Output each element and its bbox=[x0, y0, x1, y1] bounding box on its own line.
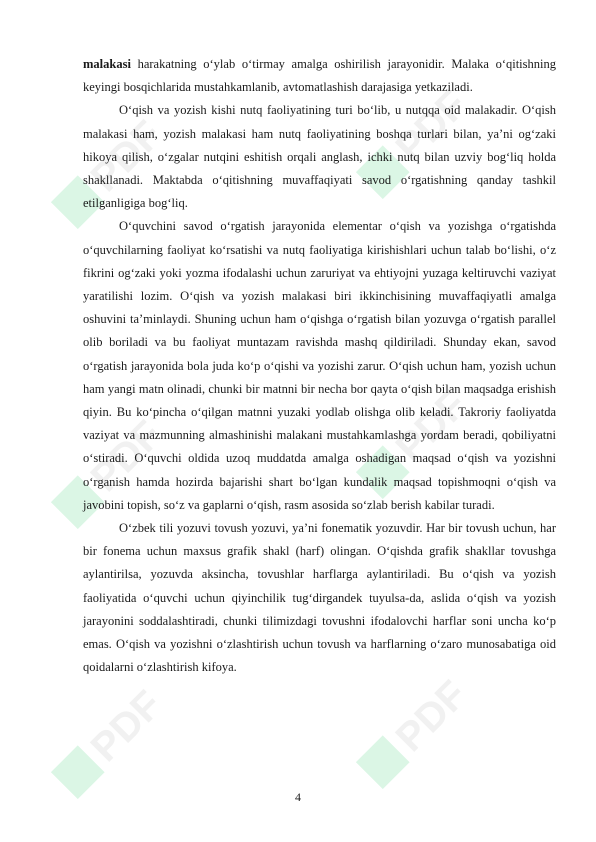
svg-text:PDF: PDF bbox=[82, 112, 171, 201]
body-text bbox=[83, 53, 556, 679]
bold-term: malakasi bbox=[83, 57, 131, 71]
svg-text:PDF: PDF bbox=[82, 682, 171, 771]
paragraph: O‘quvchini savod o‘rgatish jarayonida elementar o‘qish va yozishga o‘rgatishda o‘quvchilarning faoliyat ko‘rsatishi va nutq faoliyatiga kirishishlari uchun talab bo‘lishi, o‘z fikrini og‘zaki yoki yozma ifodalashi uchun zaruriyat va ehtiyojni yuzaga keltiruvchi vaziyat yaratilishi lozim. O‘qish va yozish malakasi biri ikkinchisining muvaffaqiyatli amalga oshuvini ta’minlaydi. Shuning uchun ham o‘qishga o‘rgatish bilan yozuvga o‘rgatish parallel olib boriladi va bu faoliyat muntazam ravishda mashq qildiriladi. Shunday ekan, savod o‘rgatish jarayonida bola juda ko‘p o‘qishi va yozishi zarur. O‘qish uchun ham, yozish uchun ham yangi matn olinadi, chunki bir matnni bir necha bor qayta o‘qish bilan maqsadga erishish qiyin. Bu ko‘pincha o‘qilgan matnni yuzaki yodlab olishga olib keladi. Takroriy faoliyatda vaziyat va mazmunning almashinishi malakani mustahkamlashga yordam beradi, qobiliyatni o‘stiradi. O‘quvchi oldida uzoq muddatda amalga oshadigan maqsad o‘qish va yozishni o‘rganish hamda hozirda bajarishi shart bo‘lgan kundalik maqsad topishmoqni o‘qish va javobini topish, so‘z va gaplarni o‘qish, rasm asosida so‘zlab berish kabilar turadi. bbox=[83, 219, 556, 512]
paragraph: O‘zbek tili yozuvi tovush yozuvi, ya’ni fonematik yozuvdir. Har bir tovush uchun, har bir fonema uchun maxsus grafik shakl (harf) olingan. O‘qishda grafik shakllar tovushga aylantirilsa, yozuvda aksincha, tovushlar harflarga aylantiriladi. Bu o‘qish va yozish faoliyatida o‘quvchi uchun qiyinchilik tug‘dirgandek tuyulsa-da, aslida o‘qish va yozish jarayonini soddalashtiradi, chunki tilimizdagi tovushni ifodalovchi harflar soni uncha ko‘p emas. O‘qish va yozishni o‘zlashtirish uchun tovush va harflarning o‘zaro munosabatiga oid qoidalarni o‘zlashtirish kifoya. bbox=[83, 521, 556, 675]
svg-text:PDF: PDF bbox=[82, 412, 171, 501]
paragraph-text: harakatning o‘ylab o‘tirmay amalga oshirilish jarayonidir. Malaka o‘qitishning keyingi bosqichlarida mustahkamlanib, avtomatlashish darajasiga yetkaziladi. bbox=[83, 57, 556, 95]
svg-text:PDF: PDF bbox=[387, 672, 476, 761]
svg-text:PDF: PDF bbox=[387, 382, 476, 471]
paragraph: O‘qish va yozish kishi nutq faoliyatining turi bo‘lib, u nutqqa oid malakadir. O‘qish malakasi ham, yozish malakasi ham nutq faoliyatining boshqa turlari bilan, ya’ni og‘zaki hikoya qilish, o‘zgalar nutqini eshitish orqali anglash, ichki nutq bilan uzviy bog‘liq holda shakllanadi. Maktabda o‘qitishning muvaffaqiyati savod o‘rgatishning qanday tashkil etilganligiga bog‘liq. bbox=[83, 103, 556, 211]
paragraph bbox=[83, 53, 556, 99]
page-number: 4 bbox=[295, 790, 301, 804]
svg-text:PDF: PDF bbox=[387, 82, 476, 171]
